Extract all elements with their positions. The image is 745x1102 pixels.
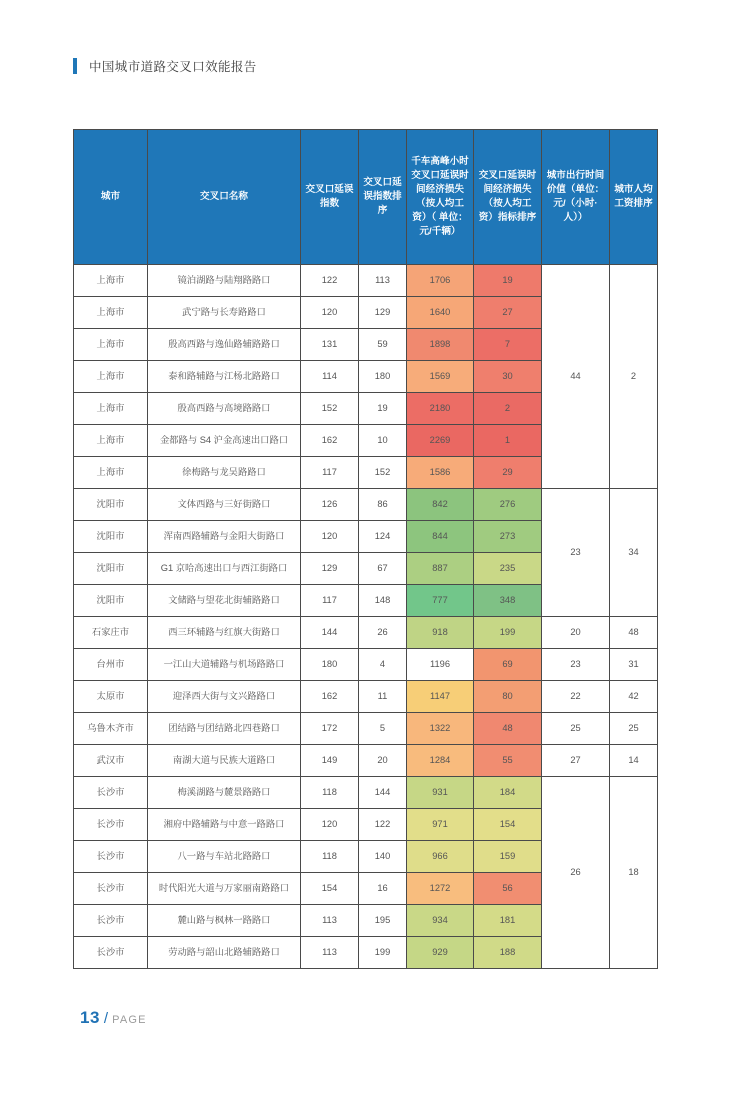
cell-delay-index-rank: 180: [359, 361, 407, 393]
cell-delay-index: 162: [301, 425, 359, 457]
cell-delay-index-rank: 199: [359, 937, 407, 969]
cell-city: 沈阳市: [74, 553, 148, 585]
cell-econ-loss-rank: 30: [474, 361, 542, 393]
cell-delay-index: 120: [301, 521, 359, 553]
cell-econ-loss-rank: 19: [474, 265, 542, 297]
footer-separator: /: [103, 1010, 109, 1027]
cell-econ-loss-rank: 348: [474, 585, 542, 617]
cell-delay-index-rank: 16: [359, 873, 407, 905]
report-table-wrap: [73, 129, 657, 969]
col-header-city: 城市: [74, 130, 148, 265]
cell-delay-index: 120: [301, 297, 359, 329]
cell-city: 上海市: [74, 297, 148, 329]
cell-delay-index-rank: 10: [359, 425, 407, 457]
cell-delay-index: 131: [301, 329, 359, 361]
cell-city: 长沙市: [74, 841, 148, 873]
cell-city: 石家庄市: [74, 617, 148, 649]
cell-city: 乌鲁木齐市: [74, 713, 148, 745]
cell-travel-time-value: 23: [542, 649, 610, 681]
cell-econ-loss: 966: [407, 841, 474, 873]
cell-intersection-name: 一江山大道辅路与机场路路口: [148, 649, 301, 681]
cell-wage-rank: 34: [610, 489, 658, 617]
cell-city: 太原市: [74, 681, 148, 713]
cell-city: 沈阳市: [74, 489, 148, 521]
footer-page-label: PAGE: [112, 1014, 147, 1026]
cell-econ-loss-rank: 276: [474, 489, 542, 521]
cell-intersection-name: 殷高西路与逸仙路辅路路口: [148, 329, 301, 361]
cell-delay-index-rank: 113: [359, 265, 407, 297]
cell-econ-loss-rank: 27: [474, 297, 542, 329]
cell-econ-loss: 1640: [407, 297, 474, 329]
table-row: [74, 777, 658, 809]
cell-delay-index-rank: 26: [359, 617, 407, 649]
page-title: 中国城市道路交叉口效能报告: [89, 60, 257, 74]
cell-city: 上海市: [74, 361, 148, 393]
cell-econ-loss-rank: 235: [474, 553, 542, 585]
cell-econ-loss-rank: 2: [474, 393, 542, 425]
cell-wage-rank: 31: [610, 649, 658, 681]
cell-intersection-name: 泰和路辅路与江杨北路路口: [148, 361, 301, 393]
cell-wage-rank: 48: [610, 617, 658, 649]
table-header-row: [74, 130, 658, 265]
cell-city: 上海市: [74, 265, 148, 297]
cell-travel-time-value: 26: [542, 777, 610, 969]
cell-econ-loss: 929: [407, 937, 474, 969]
cell-delay-index-rank: 67: [359, 553, 407, 585]
cell-intersection-name: 八一路与车站北路路口: [148, 841, 301, 873]
col-header-intersection-name: 交叉口名称: [148, 130, 301, 265]
table-header: [74, 130, 658, 265]
col-header-travel-time-value: 城市出行时间价值（单位：元/（小时·人））: [542, 130, 610, 265]
cell-econ-loss: 918: [407, 617, 474, 649]
intersection-performance-table: [73, 129, 658, 969]
cell-econ-loss: 1706: [407, 265, 474, 297]
cell-delay-index: 126: [301, 489, 359, 521]
cell-delay-index-rank: 122: [359, 809, 407, 841]
table-row: [74, 489, 658, 521]
cell-econ-loss: 844: [407, 521, 474, 553]
cell-intersection-name: 劳动路与韶山北路辅路路口: [148, 937, 301, 969]
cell-city: 长沙市: [74, 809, 148, 841]
cell-intersection-name: 湘府中路辅路与中意一路路口: [148, 809, 301, 841]
cell-delay-index: 122: [301, 265, 359, 297]
cell-econ-loss: 887: [407, 553, 474, 585]
cell-city: 武汉市: [74, 745, 148, 777]
cell-intersection-name: 武宁路与长寿路路口: [148, 297, 301, 329]
cell-city: 台州市: [74, 649, 148, 681]
cell-delay-index-rank: 20: [359, 745, 407, 777]
cell-city: 上海市: [74, 457, 148, 489]
cell-travel-time-value: 44: [542, 265, 610, 489]
cell-delay-index: 180: [301, 649, 359, 681]
cell-econ-loss-rank: 56: [474, 873, 542, 905]
cell-delay-index-rank: 152: [359, 457, 407, 489]
cell-city: 长沙市: [74, 937, 148, 969]
page-footer: [80, 1008, 147, 1028]
table-row: [74, 617, 658, 649]
cell-econ-loss: 1196: [407, 649, 474, 681]
cell-intersection-name: 梅溪湖路与麓景路路口: [148, 777, 301, 809]
cell-city: 上海市: [74, 425, 148, 457]
cell-city: 长沙市: [74, 777, 148, 809]
cell-econ-loss: 842: [407, 489, 474, 521]
cell-delay-index: 149: [301, 745, 359, 777]
cell-wage-rank: 25: [610, 713, 658, 745]
table-row: [74, 681, 658, 713]
cell-intersection-name: 文体西路与三好街路口: [148, 489, 301, 521]
cell-city: 沈阳市: [74, 585, 148, 617]
cell-econ-loss: 777: [407, 585, 474, 617]
cell-delay-index-rank: 124: [359, 521, 407, 553]
cell-econ-loss: 1569: [407, 361, 474, 393]
cell-delay-index-rank: 195: [359, 905, 407, 937]
cell-delay-index-rank: 11: [359, 681, 407, 713]
cell-econ-loss-rank: 55: [474, 745, 542, 777]
cell-econ-loss-rank: 48: [474, 713, 542, 745]
cell-wage-rank: 42: [610, 681, 658, 713]
cell-delay-index: 120: [301, 809, 359, 841]
cell-delay-index: 113: [301, 937, 359, 969]
cell-delay-index-rank: 148: [359, 585, 407, 617]
cell-delay-index: 162: [301, 681, 359, 713]
cell-delay-index-rank: 140: [359, 841, 407, 873]
cell-econ-loss: 1898: [407, 329, 474, 361]
cell-econ-loss: 971: [407, 809, 474, 841]
cell-econ-loss-rank: 29: [474, 457, 542, 489]
cell-econ-loss-rank: 199: [474, 617, 542, 649]
cell-intersection-name: 团结路与团结路北四巷路口: [148, 713, 301, 745]
table-row: [74, 713, 658, 745]
cell-intersection-name: 殷高西路与高境路路口: [148, 393, 301, 425]
cell-econ-loss-rank: 80: [474, 681, 542, 713]
cell-intersection-name: 南湖大道与民族大道路口: [148, 745, 301, 777]
col-header-econ-loss-rank: 交叉口延误时间经济损失（按人均工资）指标排序: [474, 130, 542, 265]
cell-travel-time-value: 20: [542, 617, 610, 649]
footer-page-number: 13: [80, 1008, 100, 1027]
cell-econ-loss: 931: [407, 777, 474, 809]
cell-delay-index: 154: [301, 873, 359, 905]
cell-intersection-name: 镜泊湖路与陆翔路路口: [148, 265, 301, 297]
cell-econ-loss-rank: 184: [474, 777, 542, 809]
col-header-delay-index: 交叉口延误指数: [301, 130, 359, 265]
cell-econ-loss: 1272: [407, 873, 474, 905]
cell-intersection-name: 时代阳光大道与万家丽南路路口: [148, 873, 301, 905]
cell-econ-loss-rank: 154: [474, 809, 542, 841]
table-row: [74, 745, 658, 777]
cell-delay-index: 129: [301, 553, 359, 585]
cell-intersection-name: 迎泽西大街与文兴路路口: [148, 681, 301, 713]
cell-travel-time-value: 22: [542, 681, 610, 713]
col-header-delay-index-rank: 交叉口延误指数排序: [359, 130, 407, 265]
cell-econ-loss-rank: 181: [474, 905, 542, 937]
header-accent-bar: [73, 58, 77, 74]
cell-city: 上海市: [74, 393, 148, 425]
cell-wage-rank: 18: [610, 777, 658, 969]
cell-travel-time-value: 25: [542, 713, 610, 745]
cell-econ-loss: 934: [407, 905, 474, 937]
cell-econ-loss: 1147: [407, 681, 474, 713]
cell-city: 长沙市: [74, 905, 148, 937]
cell-wage-rank: 14: [610, 745, 658, 777]
cell-city: 上海市: [74, 329, 148, 361]
cell-econ-loss-rank: 69: [474, 649, 542, 681]
table-row: [74, 649, 658, 681]
cell-delay-index: 172: [301, 713, 359, 745]
cell-econ-loss-rank: 7: [474, 329, 542, 361]
col-header-wage-rank: 城市人均工资排序: [610, 130, 658, 265]
cell-delay-index-rank: 129: [359, 297, 407, 329]
table-body: [74, 265, 658, 969]
cell-intersection-name: 西三环辅路与红旗大街路口: [148, 617, 301, 649]
cell-intersection-name: 麓山路与枫林一路路口: [148, 905, 301, 937]
cell-city: 长沙市: [74, 873, 148, 905]
cell-travel-time-value: 23: [542, 489, 610, 617]
cell-wage-rank: 2: [610, 265, 658, 489]
cell-delay-index: 113: [301, 905, 359, 937]
cell-delay-index: 152: [301, 393, 359, 425]
cell-econ-loss: 1322: [407, 713, 474, 745]
cell-econ-loss-rank: 1: [474, 425, 542, 457]
cell-delay-index: 114: [301, 361, 359, 393]
page-header: [73, 57, 257, 75]
cell-delay-index-rank: 86: [359, 489, 407, 521]
cell-delay-index: 118: [301, 777, 359, 809]
cell-city: 沈阳市: [74, 521, 148, 553]
cell-intersection-name: 文储路与望花北街辅路路口: [148, 585, 301, 617]
cell-econ-loss-rank: 188: [474, 937, 542, 969]
cell-intersection-name: G1 京哈高速出口与西江街路口: [148, 553, 301, 585]
cell-travel-time-value: 27: [542, 745, 610, 777]
cell-delay-index-rank: 5: [359, 713, 407, 745]
cell-delay-index-rank: 144: [359, 777, 407, 809]
cell-delay-index-rank: 59: [359, 329, 407, 361]
cell-delay-index: 144: [301, 617, 359, 649]
cell-intersection-name: 金都路与 S4 沪金高速出口路口: [148, 425, 301, 457]
cell-delay-index: 118: [301, 841, 359, 873]
cell-intersection-name: 徐梅路与龙吴路路口: [148, 457, 301, 489]
cell-delay-index-rank: 19: [359, 393, 407, 425]
col-header-econ-loss: 千车高峰小时交叉口延误时间经济损失（按人均工资）（ 单位：元/千辆）: [407, 130, 474, 265]
cell-econ-loss: 2269: [407, 425, 474, 457]
cell-intersection-name: 浑南西路辅路与金阳大街路口: [148, 521, 301, 553]
cell-delay-index-rank: 4: [359, 649, 407, 681]
cell-econ-loss: 1284: [407, 745, 474, 777]
cell-econ-loss: 1586: [407, 457, 474, 489]
cell-econ-loss-rank: 273: [474, 521, 542, 553]
cell-delay-index: 117: [301, 457, 359, 489]
cell-econ-loss: 2180: [407, 393, 474, 425]
table-row: [74, 265, 658, 297]
cell-econ-loss-rank: 159: [474, 841, 542, 873]
cell-delay-index: 117: [301, 585, 359, 617]
